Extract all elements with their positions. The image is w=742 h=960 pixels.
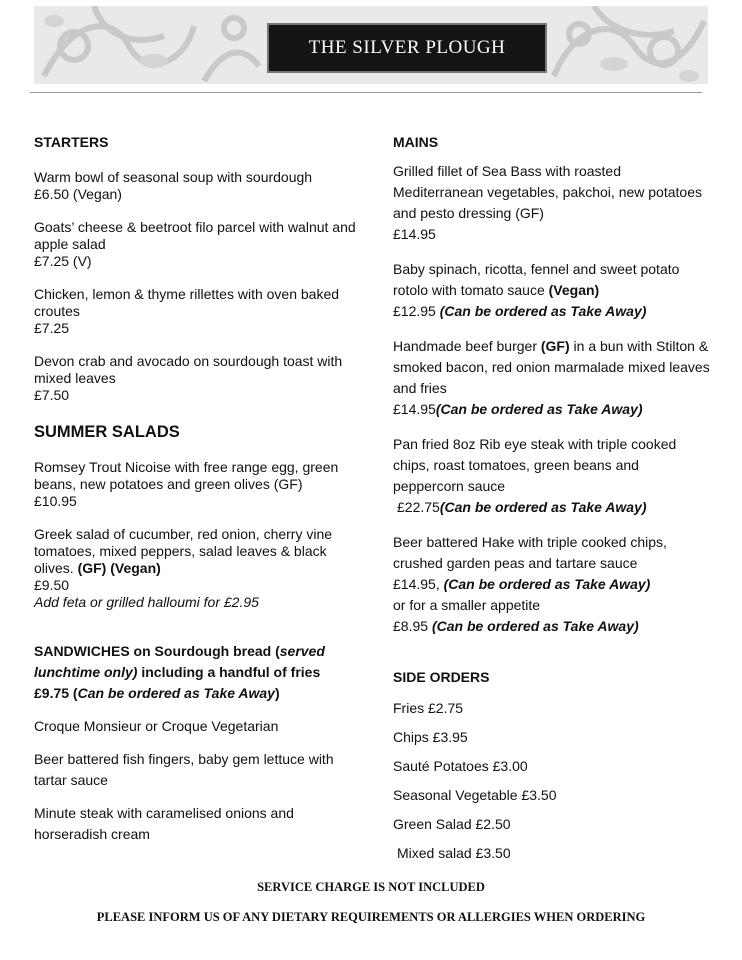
diet-tag: (Vegan) (548, 282, 600, 298)
main-price-text: £14.95, (393, 576, 444, 592)
restaurant-title: THE SILVER PLOUGH (267, 23, 547, 73)
main-desc: Beer battered Hake with triple cooked chips, crushed garden peas and tartare sauce (393, 534, 667, 571)
right-column (393, 134, 713, 864)
side-item: Chips £3.95 (393, 729, 468, 745)
main-price (393, 616, 713, 637)
takeaway-note: (Can be ordered as Take Away) (439, 303, 647, 319)
header-banner (34, 6, 708, 84)
main-price (393, 399, 713, 420)
starter-item (34, 286, 364, 337)
sandwich-price-text: £9.75 ( (34, 685, 78, 701)
takeaway-note: (Can be ordered as Take Away) (431, 618, 639, 634)
sandwiches-fries-note: including a handful of fries (137, 664, 321, 680)
starter-name: Devon crab and avocado on sourdough toast with mixed leaves (34, 353, 343, 386)
main-price-text: £22.75 (397, 499, 440, 515)
salad-tags: (GF) (Vegan) (77, 560, 161, 576)
salad-desc: Greek salad of cucumber, red onion, cherry vine tomatoes, mixed peppers, salad leaves & black olives. (34, 526, 333, 576)
sides-heading: SIDE ORDERS (393, 669, 490, 685)
starter-item (34, 219, 364, 270)
main-desc-text: Handmade beef burger (393, 338, 541, 354)
dietary-note: PLEASE INFORM US OF ANY DIETARY REQUIREMENTS OR ALLERGIES WHEN ORDERING (96, 910, 646, 924)
left-column (34, 134, 364, 845)
sandwiches-price (34, 683, 364, 704)
main-price (393, 574, 713, 595)
main-item (393, 336, 713, 420)
main-price (393, 497, 713, 518)
main-item (393, 532, 713, 637)
starters-heading: STARTERS (34, 134, 109, 150)
header-divider (30, 92, 702, 93)
takeaway-note: (Can be ordered as Take Away) (439, 499, 647, 515)
main-desc (393, 336, 713, 399)
starter-price: £7.50 (34, 387, 70, 403)
starter-name: Chicken, lemon & thyme rillettes with oven baked croutes (34, 286, 340, 319)
main-desc-text: Baby spinach, ricotta, fennel and sweet potato rotolo with tomato sauce (393, 261, 680, 298)
main-item (393, 259, 713, 322)
main-price-text: £12.95 (393, 303, 440, 319)
sandwiches-heading (34, 641, 364, 704)
service-charge-note: SERVICE CHARGE IS NOT INCLUDED (257, 880, 485, 894)
takeaway-note: (Can be ordered as Take Away) (435, 401, 643, 417)
starter-name: Goats’ cheese & beetroot filo parcel with walnut and apple salad (34, 219, 356, 252)
starter-price: £6.50 (Vegan) (34, 186, 122, 202)
diet-tag: (GF) (540, 338, 570, 354)
side-item: Green Salad £2.50 (393, 816, 511, 832)
smaller-appetite-note: or for a smaller appetite (393, 597, 541, 613)
main-item (393, 161, 713, 245)
main-desc: Pan fried 8oz Rib eye steak with triple cooked chips, roast tomatoes, green beans and peppercorn sauce (393, 436, 677, 494)
main-item (393, 434, 713, 518)
main-desc: Grilled fillet of Sea Bass with roasted Mediterranean vegetables, pakchoi, new potatoes and pesto dressing (GF) (393, 163, 702, 221)
salad-name (34, 526, 364, 577)
sandwiches-served-note: served lunchtime only) (34, 643, 325, 680)
main-desc-text: in a bun with Stilton & smoked bacon, red onion marmalade mixed leaves and fries (393, 338, 710, 396)
sandwich-item: Minute steak with caramelised onions and horseradish cream (34, 805, 294, 842)
takeaway-note: (Can be ordered as Take Away) (443, 576, 651, 592)
main-desc (393, 259, 713, 301)
salad-item (34, 526, 364, 611)
starter-price: £7.25 (34, 320, 70, 336)
sandwiches-heading-text: SANDWICHES on Sourdough bread ( (34, 643, 280, 659)
starter-price: £7.25 (V) (34, 253, 92, 269)
takeaway-note: Can be ordered as Take Away (77, 685, 275, 701)
sandwich-price-close: ) (274, 685, 280, 701)
main-price-text: £8.95 (393, 618, 432, 634)
starter-name: Warm bowl of seasonal soup with sourdough (34, 169, 313, 185)
main-price (393, 301, 713, 322)
salad-price: £9.50 (34, 577, 70, 593)
side-item: Fries £2.75 (393, 700, 464, 716)
mains-heading: MAINS (393, 134, 439, 150)
salad-price: £10.95 (34, 493, 77, 509)
salads-heading: SUMMER SALADS (34, 423, 180, 441)
salad-addon: Add feta or grilled halloumi for £2.95 (34, 594, 259, 610)
sandwich-item: Croque Monsieur or Croque Vegetarian (34, 718, 279, 734)
salad-item (34, 459, 364, 510)
main-price: £14.95 (393, 226, 436, 242)
side-item: Seasonal Vegetable £3.50 (393, 787, 557, 803)
salad-name: Romsey Trout Nicoise with free range egg, green beans, new potatoes and green olives (GF) (34, 459, 339, 492)
main-price-text: £14.95 (393, 401, 436, 417)
side-item: Sauté Potatoes £3.00 (393, 758, 528, 774)
starter-item (34, 353, 364, 404)
starter-item (34, 169, 364, 203)
sandwich-item: Beer battered fish fingers, baby gem lettuce with tartar sauce (34, 751, 334, 788)
side-item: Mixed salad £3.50 (397, 845, 511, 861)
